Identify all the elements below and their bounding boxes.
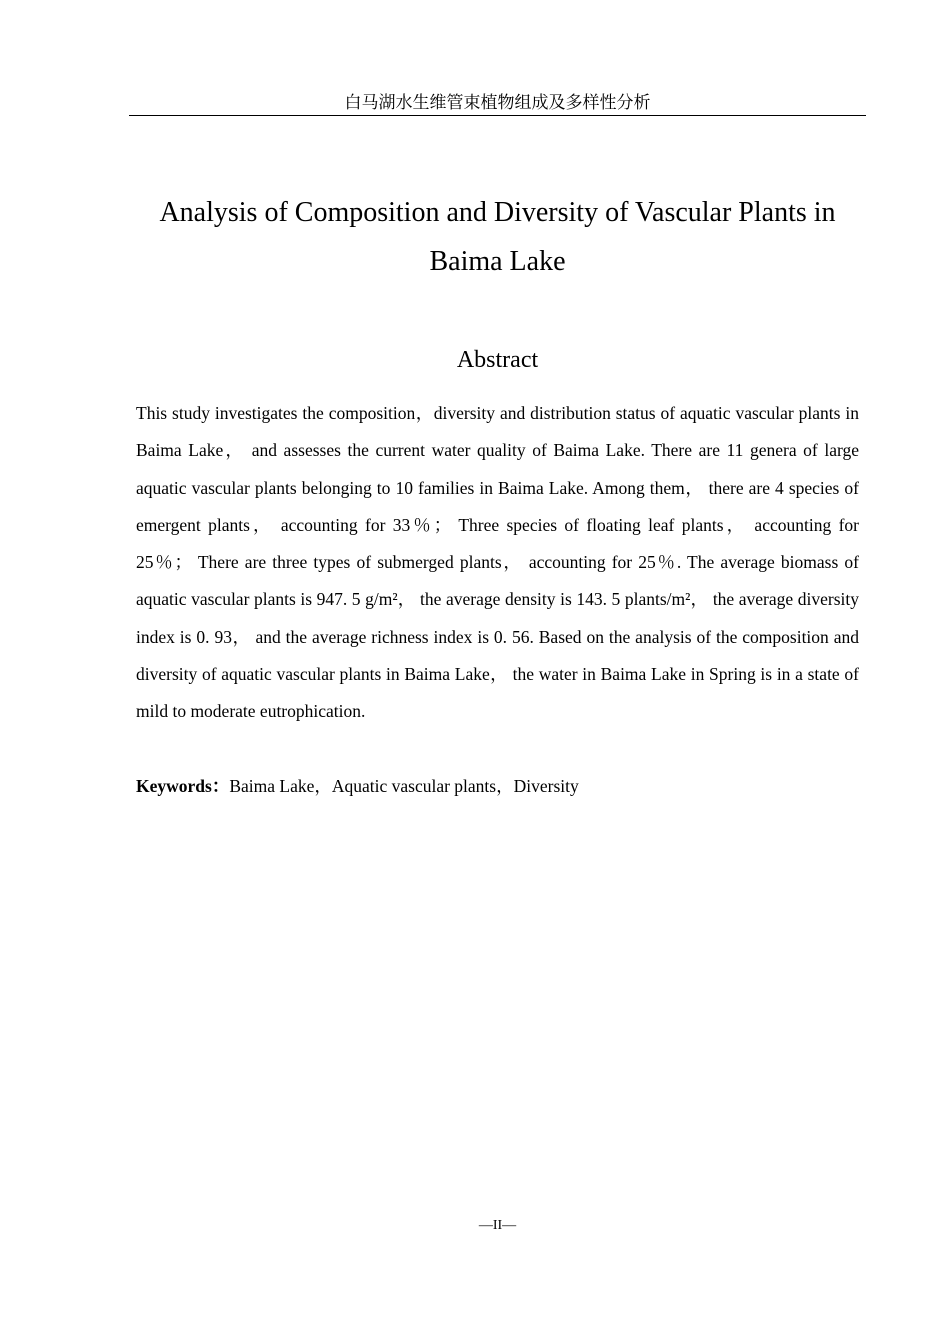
keywords-label: Keywords： (136, 776, 230, 796)
header-rule (129, 115, 866, 116)
paper-title (100, 188, 895, 286)
paper-title-line-2: Baima Lake (429, 246, 566, 277)
keywords-line (136, 768, 859, 805)
abstract-body: This study investigates the composition，diversity and distribution status of aquatic vascular plants in Baima Lake， and assesses the current water quality of Baima Lake. There are 11 genera of large aquatic vascular plants belonging to 10 families in Baima Lake. Among them， there are 4 species of emergent plants， accounting for 33％； Three species of floating leaf plants， accounting for 25％； There are three types of submerged plants， accounting for 25％. The average biomass of aquatic vascular plants is 947. 5 g/m²， the average density is 143. 5 plants/m²， the average diversity index is 0. 93， and the average richness index is 0. 56. Based on the analysis of the composition and diversity of aquatic vascular plants in Baima Lake， the water in Baima Lake in Spring is in a state of mild to moderate eutrophication. (136, 403, 859, 722)
keywords-list: Baima Lake，Aquatic vascular plants，Diversity (229, 776, 579, 796)
running-header: 白马湖水生维管束植物组成及多样性分析 (344, 93, 651, 113)
paper-title-line-1: Analysis of Composition and Diversity of Vascular Plants in (159, 197, 836, 228)
page-number: —II— (478, 1218, 517, 1233)
abstract-heading: Abstract (456, 347, 539, 373)
